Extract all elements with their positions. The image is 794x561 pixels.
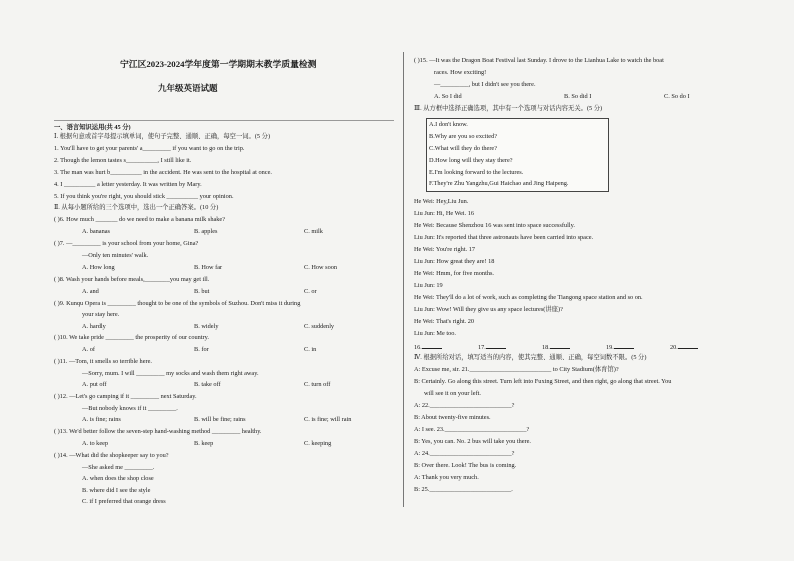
options-box bbox=[426, 118, 609, 192]
dialogue2-line: B: About twenty-five minutes. bbox=[414, 414, 491, 421]
q13-option-b: B. keep bbox=[194, 440, 214, 447]
dialogue-line: He Wei: Hmm, for five months. bbox=[414, 270, 494, 277]
q12-option-b: B. will be fine; rains bbox=[194, 416, 246, 423]
dialogue-line: He Wei: Hey,Liu Jun. bbox=[414, 198, 469, 205]
q12-option-a: A. is fine; rains bbox=[82, 416, 121, 423]
question-7-stem: ( )7. —_________ is your school from your home, Gina? bbox=[54, 240, 199, 247]
question-15-stem: ( )15. —It was the Dragon Boat Festival last Sunday. I drove to the Lianhua Lake to watch the boat bbox=[414, 57, 664, 64]
q15-option-b: B. So did I bbox=[564, 93, 592, 100]
dialogue-line: He Wei: You're right. 17 bbox=[414, 246, 476, 253]
dialogue2-line: A: 22.__________________________? bbox=[414, 402, 515, 409]
question-11-reply: —Sorry, mum. I will _________ my socks and wash them right away. bbox=[82, 370, 259, 377]
q9-option-a: A. hardly bbox=[82, 323, 106, 330]
question-10-stem: ( )10. We take pride _________ the prosperity of our country. bbox=[54, 334, 209, 341]
q13-option-a: A. to keep bbox=[82, 440, 109, 447]
q15-option-c: C. So do I bbox=[664, 93, 690, 100]
dialogue-line: He Wei: Because Shenzhou 16 was sent into space successfully. bbox=[414, 222, 575, 229]
q7-option-b: B. How far bbox=[194, 264, 223, 271]
dialogue2-line: A: 24.__________________________? bbox=[414, 450, 515, 457]
dialogue2-line: A: Excuse me, sir. 21.__________________________ to City Stadium(体育馆)? bbox=[414, 366, 619, 373]
question-11-stem: ( )11. —Tom, it smells so terrible here. bbox=[54, 358, 152, 365]
q11-option-c: C. turn off bbox=[304, 381, 331, 388]
box-option-b: B.Why are you so excited? bbox=[429, 133, 498, 140]
question-14-reply: —She asked me _________. bbox=[82, 464, 155, 471]
answer-blank-19: 19. bbox=[606, 342, 634, 351]
fill-item-5: 5. If you think you're right, you should stick __________ your opinion. bbox=[54, 193, 234, 200]
q6-option-b: B. apples bbox=[194, 228, 218, 235]
question-9-stem-cont: your stay here. bbox=[82, 311, 120, 318]
dialogue-line: Liu Jun: How great they are! 18 bbox=[414, 258, 495, 265]
part-3-title: Ⅲ. 从方框中选择正确选项，其中有一个选项与对话内容无关。(5 分) bbox=[414, 105, 603, 112]
q10-option-b: B. for bbox=[194, 346, 209, 353]
dialogue2-line: B: Certainly. Go along this street. Turn left into Fuxing Street, and then right, go along that street. You bbox=[414, 378, 672, 385]
box-option-d: D.How long will they stay there? bbox=[429, 157, 513, 164]
question-13-stem: ( )13. We'd better follow the seven-step hand-washing method _________ healthy. bbox=[54, 428, 262, 435]
q8-option-b: B. but bbox=[194, 288, 210, 295]
q8-option-a: A. and bbox=[82, 288, 99, 295]
dialogue2-line: A: I see. 23.__________________________? bbox=[414, 426, 530, 433]
exam-title: 宁江区2023-2024学年度第一学期期末教学质量检测 bbox=[120, 59, 317, 69]
dialogue-line: Liu Jun: It's reported that three astronauts have been carried into space. bbox=[414, 234, 594, 241]
q9-option-b: B. widely bbox=[194, 323, 219, 330]
fill-item-2: 2. Though the lemon tastes s__________, I still like it. bbox=[54, 157, 192, 164]
box-option-e: E.I'm looking forward to the lectures. bbox=[429, 169, 524, 176]
dialogue2-line: B: Yes, you can. No. 2 bus will take you there. bbox=[414, 438, 532, 445]
dialogue-line: Liu Jun: Wow! Will they give us any space lectures(讲座)? bbox=[414, 306, 563, 313]
q8-option-c: C. or bbox=[304, 288, 317, 295]
q14-option-c: C. if I preferred that orange dress bbox=[82, 498, 166, 505]
box-option-c: C.What will they do there? bbox=[429, 145, 498, 152]
q6-option-a: A. bananas bbox=[82, 228, 110, 235]
q11-option-a: A. put off bbox=[82, 381, 107, 388]
dialogue2-line: B: 25.__________________________. bbox=[414, 486, 513, 493]
q12-option-c: C. is fine; will rain bbox=[304, 416, 352, 423]
question-15-reply: —_________, but I didn't see you there. bbox=[434, 81, 536, 88]
question-12-reply: —But nobody knows if it _________. bbox=[82, 405, 178, 412]
dialogue-line: He Wei: They'll do a lot of work, such as completing the Tiangong space station and so on. bbox=[414, 294, 643, 301]
box-option-a: A.I don't know. bbox=[429, 121, 468, 128]
question-12-stem: ( )12. —Let's go camping if it _________ next Saturday. bbox=[54, 393, 197, 400]
question-15-stem-cont: races. How exciting! bbox=[434, 69, 487, 76]
q10-option-c: C. in bbox=[304, 346, 317, 353]
question-8-stem: ( )8. Wash your hands before meals,________you may get ill. bbox=[54, 276, 210, 283]
question-9-stem: ( )9. Kunqu Opera is _________ thought to be one of the symbols of Suzhou. Don't miss it during bbox=[54, 300, 301, 307]
dialogue2-line: A: Thank you very much. bbox=[414, 474, 479, 481]
dialogue2-line: B: Over there. Look! The bus is coming. bbox=[414, 462, 517, 469]
header-divider bbox=[54, 120, 394, 121]
q9-option-c: C. suddenly bbox=[304, 323, 335, 330]
column-divider bbox=[403, 52, 404, 507]
fill-item-4: 4. I __________ a letter yesterday. It was written by Mary. bbox=[54, 181, 202, 188]
part-2-title: Ⅱ. 从每小题所给的三个选项中，选出一个正确答案。(10 分) bbox=[54, 204, 219, 211]
question-14-stem: ( )14. —What did the shopkeeper say to you? bbox=[54, 452, 169, 459]
dialogue-line: Liu Jun: Me too. bbox=[414, 330, 456, 337]
q7-option-a: A. How long bbox=[82, 264, 115, 271]
q15-option-a: A. So I did bbox=[434, 93, 462, 100]
answer-blank-16: 16. bbox=[414, 342, 442, 351]
question-7-reply: —Only ten minutes' walk. bbox=[82, 252, 149, 259]
q10-option-a: A. of bbox=[82, 346, 95, 353]
q11-option-b: B. take off bbox=[194, 381, 221, 388]
dialogue-line: He Wei: That's right. 20 bbox=[414, 318, 475, 325]
box-option-f: F.They're Zhu Yangzhu,Gui Haichao and Jing Haipeng. bbox=[429, 180, 569, 187]
dialogue-line: Liu Jun: 19 bbox=[414, 282, 443, 289]
q14-option-a: A. when does the shop close bbox=[82, 475, 154, 482]
fill-item-1: 1. You'll have to get your parents' a_________ if you want to go on the trip. bbox=[54, 145, 245, 152]
dialogue-line: Liu Jun: Hi, He Wei. 16 bbox=[414, 210, 475, 217]
answer-blank-17: 17. bbox=[478, 342, 506, 351]
part-4-title: Ⅳ. 根据所给对话，填写适当的内容，使其完整、通顺、正确，每空词数不限。(5 分) bbox=[414, 354, 647, 361]
section-1-heading: 一、语言知识运用(共 45 分) bbox=[54, 124, 131, 131]
exam-subtitle: 九年级英语试题 bbox=[158, 83, 218, 93]
q6-option-c: C. milk bbox=[304, 228, 323, 235]
answer-blank-18: 18. bbox=[542, 342, 570, 351]
answer-blank-20: 20. bbox=[670, 342, 698, 351]
question-6-stem: ( )6. How much _______ do we need to make a banana milk shake? bbox=[54, 216, 226, 223]
q14-option-b: B. where did I see the style bbox=[82, 487, 151, 494]
q13-option-c: C. keeping bbox=[304, 440, 332, 447]
dialogue2-line: will see it on your left. bbox=[424, 390, 482, 397]
part-1-title: Ⅰ. 根据句意或首字母提示填单词，使句子完整、通顺、正确，每空一词。(5 分) bbox=[54, 133, 271, 140]
fill-item-3: 3. The man was hurt b__________ in the accident. He was sent to the hospital at once. bbox=[54, 169, 272, 176]
q7-option-c: C. How soon bbox=[304, 264, 338, 271]
